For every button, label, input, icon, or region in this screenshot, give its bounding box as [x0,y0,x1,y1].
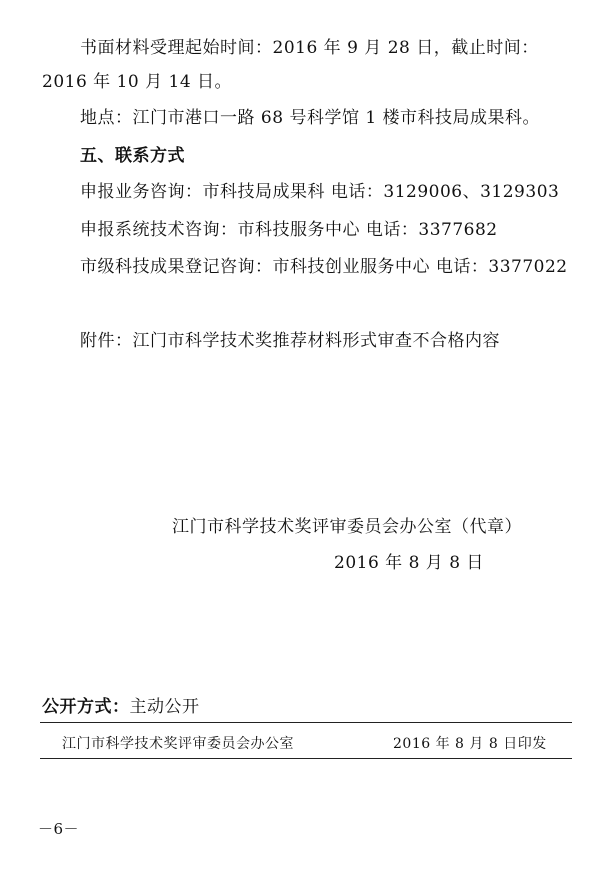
section-heading-contact: 五、联系方式 [80,146,185,166]
submission-period-line: 书面材料受理起始时间：2016 年 9 月 28 日，截止时间： [80,38,539,58]
page-number: －6－ [38,820,80,838]
disclosure-value: 主动公开 [129,697,200,717]
footer-print-date: 2016 年 8 月 8 日印发 [393,736,547,752]
contact-registration-inquiry: 市级科技成果登记咨询：市科技创业服务中心 电话：3377022 [80,257,568,277]
disclosure-label: 公开方式： [42,697,130,717]
footer-bottom-rule [40,758,572,759]
contact-business-inquiry: 申报业务咨询：市科技局成果科 电话：3129006、3129303 [80,182,560,202]
submission-deadline-line: 2016 年 10 月 14 日。 [42,72,233,92]
disclosure-line [42,696,200,718]
signature-date: 2016 年 8 月 8 日 [334,553,484,573]
footer-office: 江门市科学技术奖评审委员会办公室 [62,736,294,752]
footer-top-rule [40,722,572,723]
location-line: 地点：江门市港口一路 68 号科学馆 1 楼市科技局成果科。 [80,108,541,128]
attachment-line: 附件：江门市科学技术奖推荐材料形式审查不合格内容 [80,331,500,351]
issuer-signature: 江门市科学技术奖评审委员会办公室（代章） [172,517,522,537]
contact-system-support: 申报系统技术咨询：市科技服务中心 电话：3377682 [80,220,498,240]
